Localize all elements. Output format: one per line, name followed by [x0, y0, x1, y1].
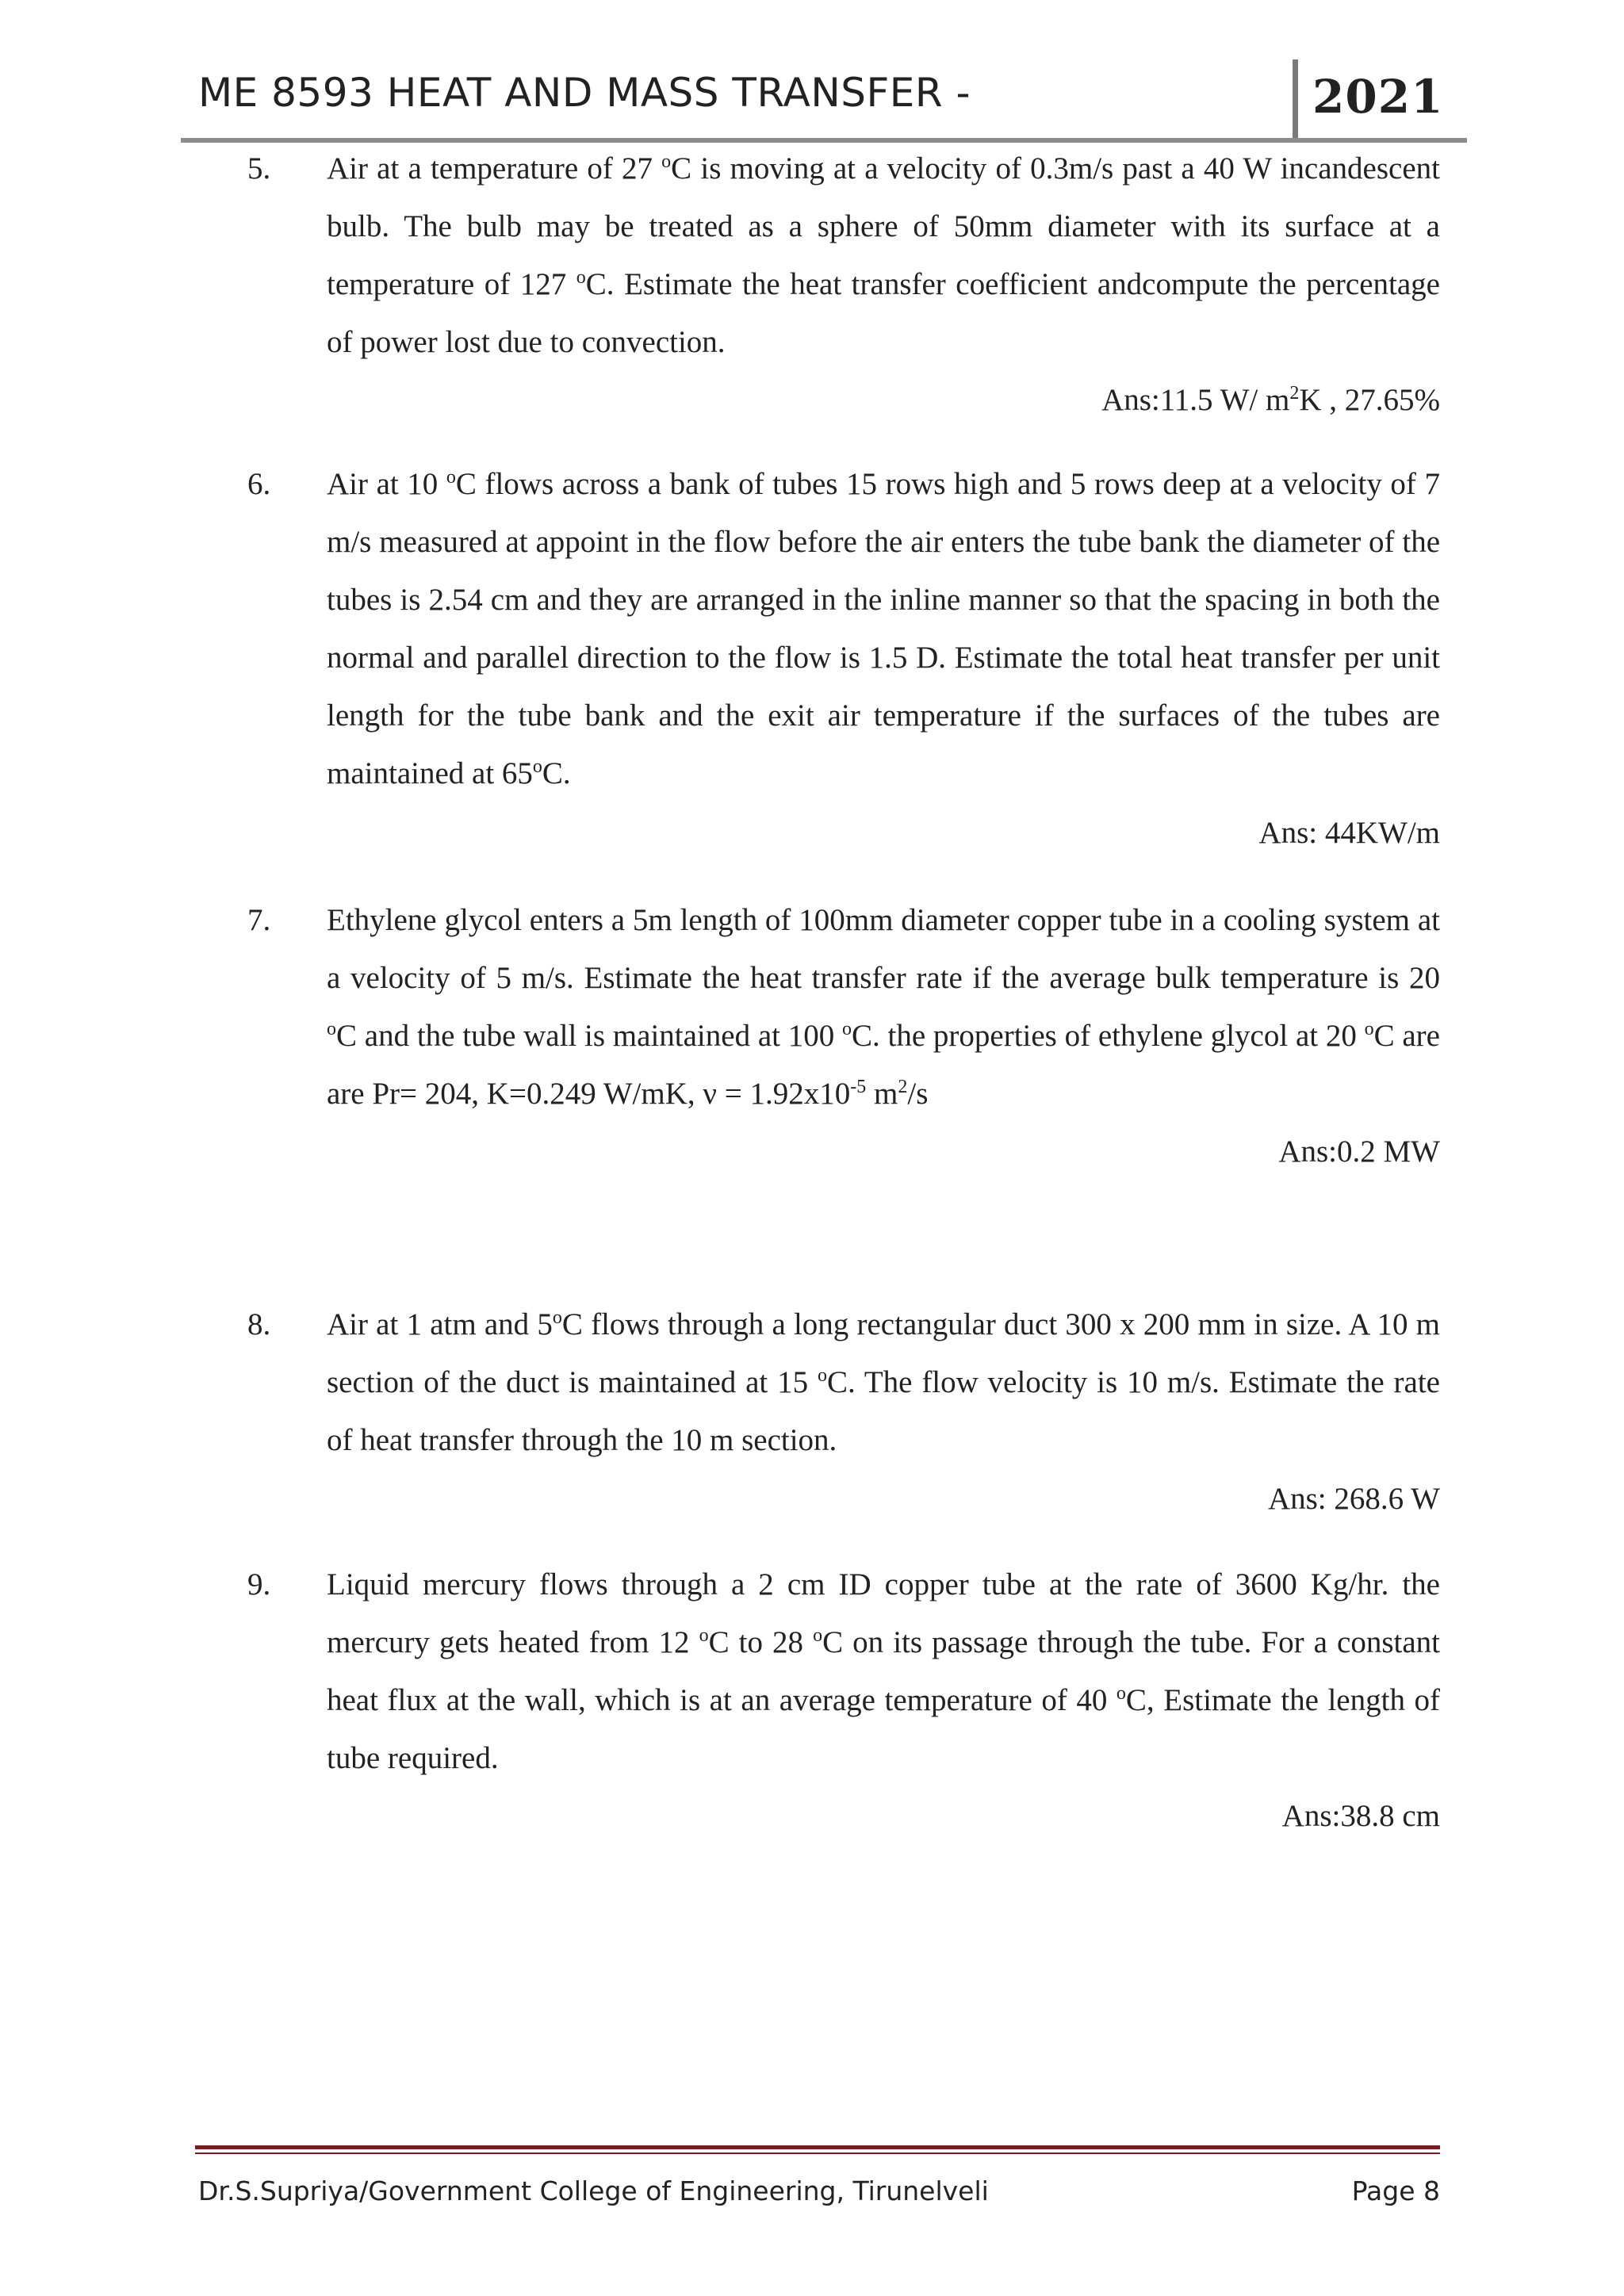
question-answer: Ans: 44KW/m: [1258, 816, 1440, 850]
question-number: 6.: [247, 467, 271, 501]
header-divider: [1293, 59, 1298, 139]
question-text: Air at a temperature of 27 $^o$C is moving at a velocity of 0.3m/s past a 40 W incandescent bulb. The bulb may be treated as a sphere of 50mm diameter with its surface at a temperature of 127 $^o$C. Estimate the heat transfer coefficient andcompute the percentage of power lost due to convection.: [327, 151, 1440, 359]
page-header: [198, 55, 1459, 135]
question-answer: Ans:38.8 cm: [1281, 1799, 1440, 1833]
question-answer: Ans:0.2 MW: [1278, 1135, 1440, 1169]
page-number: Page 8: [1351, 2175, 1440, 2206]
question-answer: Ans: 268.6 W: [1267, 1482, 1440, 1516]
question-number: 5.: [247, 151, 271, 186]
question-text: Air at 10 $^o$C flows across a bank of tubes 15 rows high and 5 rows deep at a velocity of 7 m/s measured at appoint in the flow before the air enters the tube bank the diameter of the tubes is 2.54 cm and they are arranged in the inline manner so that the spacing in both the normal and parallel direction to the flow is 1.5 D. Estimate the total heat transfer per unit length for the tube bank and the exit air temperature if the surfaces of the tubes are maintained at 65$^o$C.: [327, 467, 1440, 790]
footer-rule-thin: [195, 2152, 1440, 2154]
question-number: 8.: [247, 1307, 271, 1341]
question-number: 9.: [247, 1567, 271, 1601]
question-number: 7.: [247, 903, 271, 937]
footer-rule: [195, 2145, 1440, 2149]
question-answer: Ans:11.5 W/ $m^2K$ , 27.65%: [1101, 383, 1440, 417]
header-title: ME 8593 HEAT AND MASS TRANSFER -: [198, 70, 971, 116]
question-text: Liquid mercury flows through a 2 cm ID copper tube at the rate of 3600 Kg/hr. the mercury gets heated from 12 $^o$C to 28 $^o$C on its passage through the tube. For a constant heat flux at the wall, which is at an average temperature of 40 $^o$C, Estimate the length of tube required.: [327, 1567, 1440, 1775]
question-text: Air at 1 atm and 5$^o$C flows through a long rectangular duct 300 x 200 mm in size. A 10 m section of the duct is maintained at 15 $^o$C. The flow velocity is 10 m/s. Estimate the rate of heat transfer through the 10 m section.: [327, 1307, 1440, 1457]
header-year: 2021: [1312, 70, 1444, 124]
question-text: Ethylene glycol enters a 5m length of 100mm diameter copper tube in a cooling system at a velocity of 5 m/s. Estimate the heat transfer rate if the average bulk temperature is 20 $^o$C and the tube wall is maintained at 100 $^o$C. the properties of ethylene glycol at 20 $^o$C are are Pr= 204, K=0.249 W/mK, $\nu = 1.92x10^{-5}$ $m^2/s$: [327, 903, 1440, 1111]
footer-author: Dr.S.Supriya/Government College of Engineering, Tirunelveli: [198, 2175, 989, 2206]
